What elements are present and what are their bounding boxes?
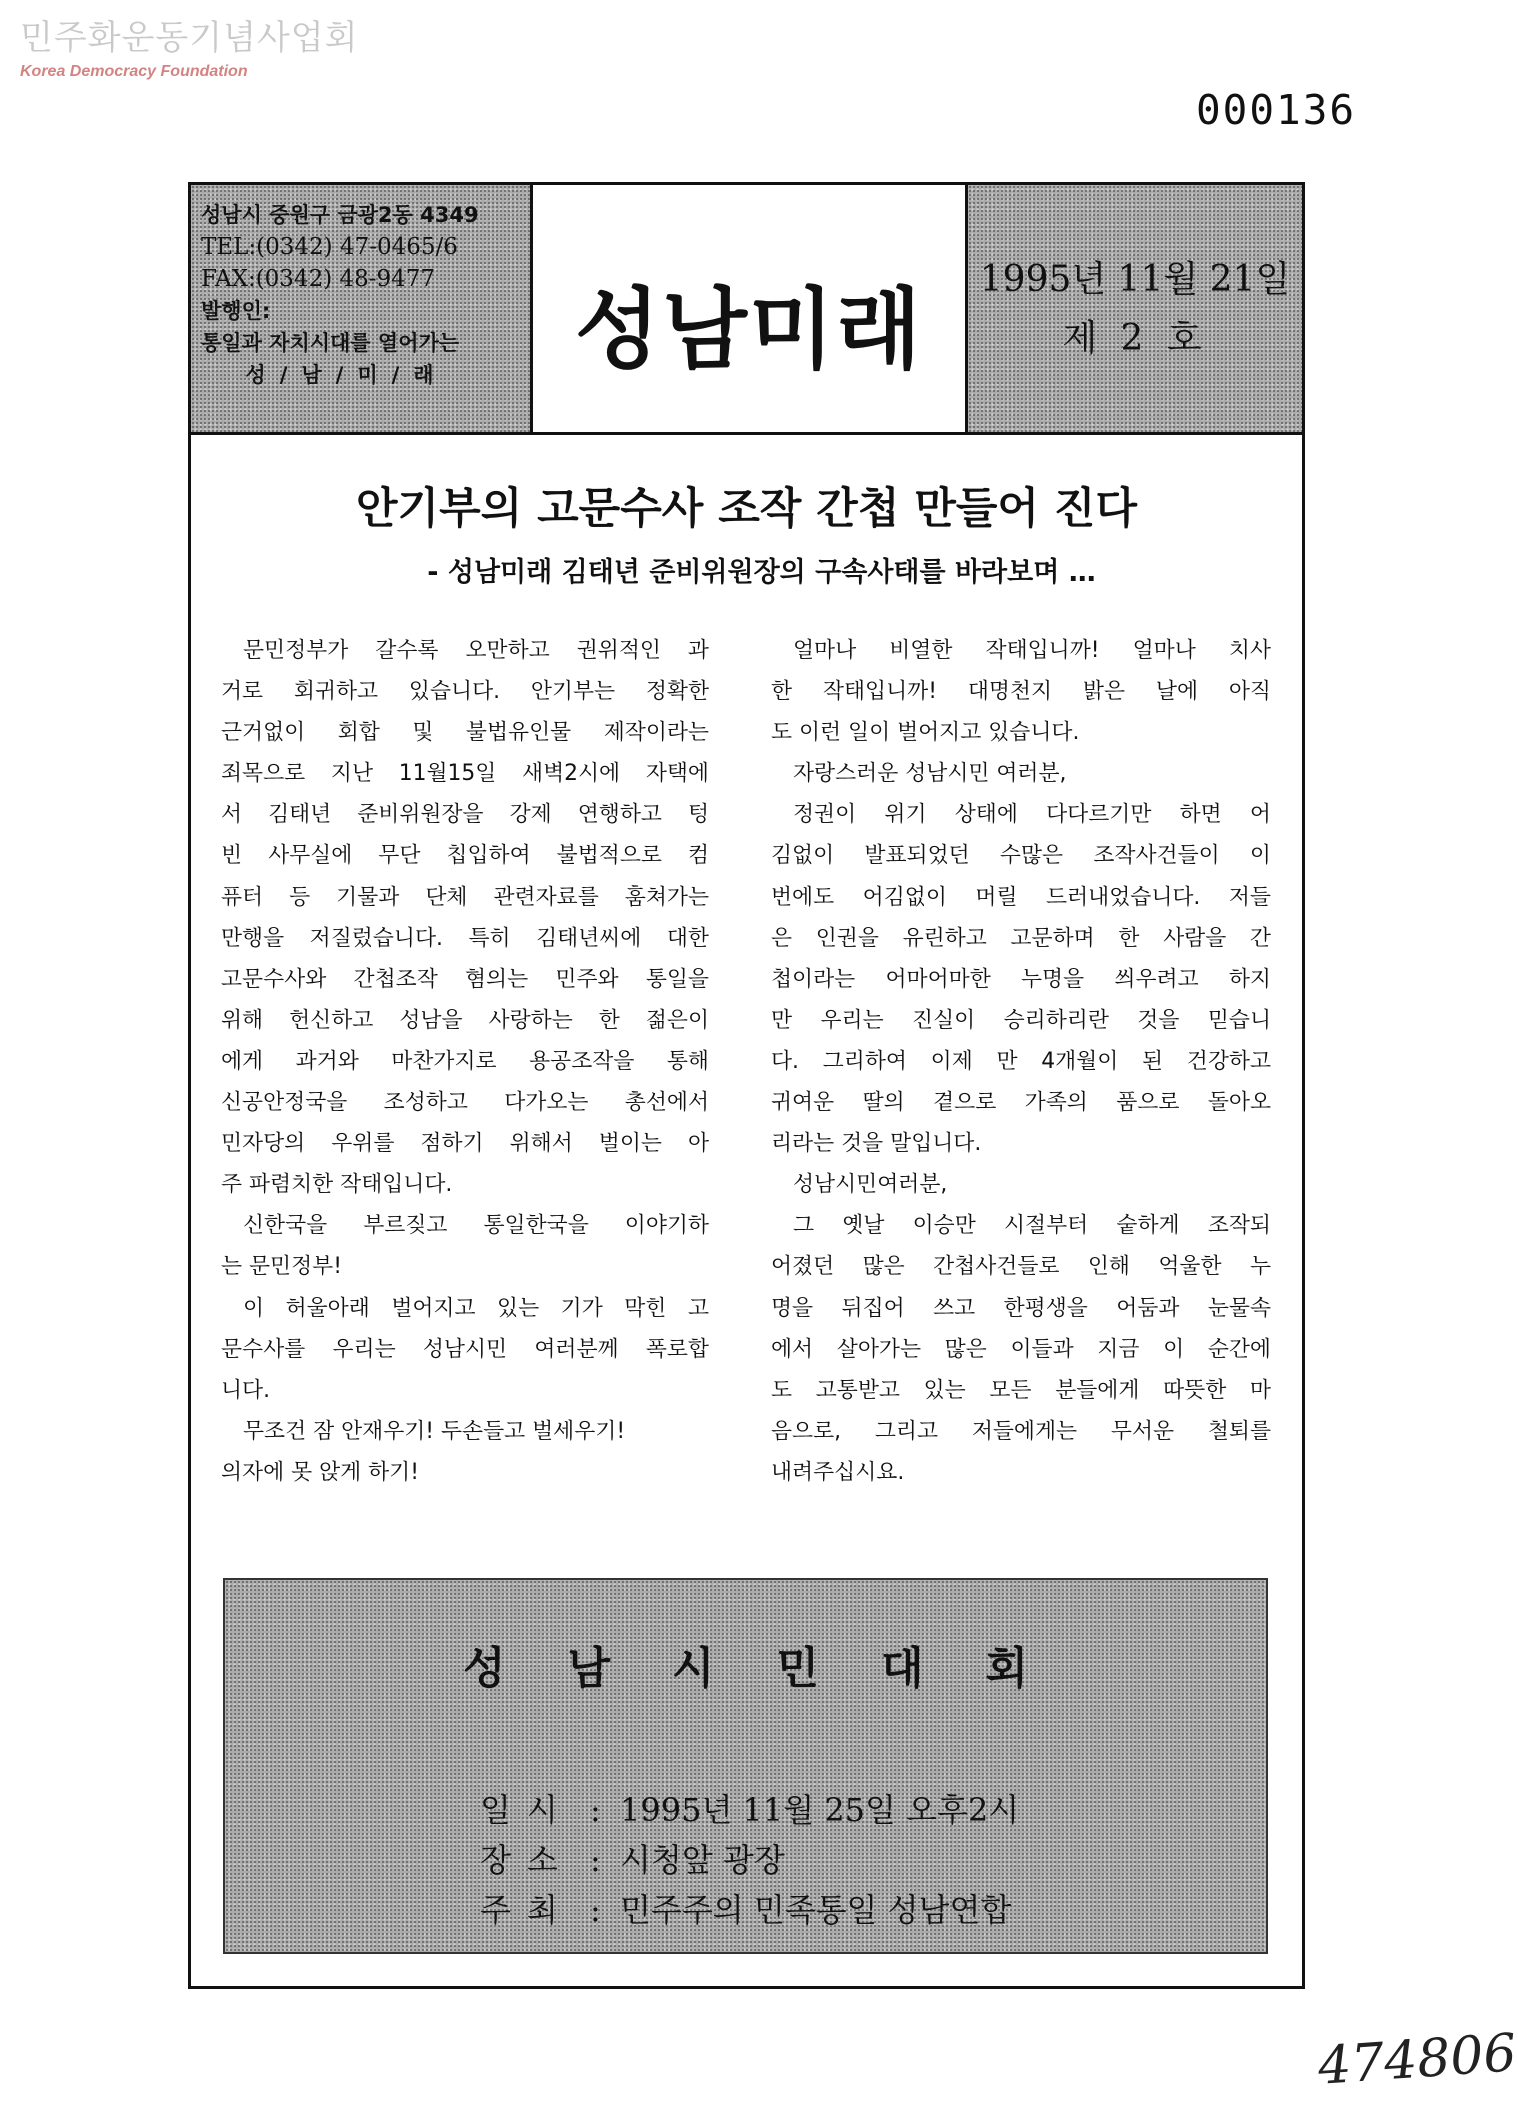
text-line: 의자에 못 앉게 하기! — [221, 1459, 419, 1485]
text-line: 서 김태년 준비위원장을 강제 연행하고 텅 — [221, 802, 709, 828]
rally-detail-value: 1995년 11월 25일 오후2시 — [620, 1791, 1020, 1829]
text-line: 어졌던 많은 간첩사건들로 인해 억울한 누 — [771, 1254, 1271, 1280]
rally-detail-value: 시청앞 광장 — [620, 1841, 785, 1879]
text-line: 만 우리는 진실이 승리하리란 것을 믿습니 — [771, 1007, 1271, 1033]
text-line: 니다. — [221, 1377, 271, 1403]
text-line: 도 이런 일이 벌어지고 있습니다. — [771, 720, 1080, 746]
watermark-korean: 민주화운동기념사업회 — [20, 18, 359, 58]
text-line: 번에도 어김없이 머릴 드러내었습니다. 저들 — [771, 884, 1271, 910]
text-line: 신공안정국을 조성하고 다가오는 총선에서 — [221, 1090, 709, 1116]
issue-date: 1995년 11월 21일 — [979, 259, 1291, 300]
masthead-publisher-label: 발행인: — [201, 299, 271, 323]
handwritten-number: 474806 — [1316, 2023, 1518, 2097]
masthead-title: 성남미래 — [574, 277, 924, 381]
issue-number: 제 2 호 — [1062, 318, 1208, 359]
text-line: 문수사를 우리는 성남시민 여러분께 폭로합 — [221, 1336, 709, 1362]
text-line: 는 문민정부! — [221, 1254, 342, 1280]
rally-detail-row — [480, 1785, 1019, 1835]
text-line: 에게 과거와 마찬가지로 용공조작을 통해 — [221, 1048, 709, 1074]
text-line: 에서 살아가는 많은 이들과 지금 이 순간에 — [771, 1336, 1271, 1362]
rally-detail-label: 일시 — [480, 1791, 574, 1829]
text-line: 도 고통받고 있는 모든 분들에게 따뜻한 마 — [771, 1377, 1271, 1403]
article-right-column — [771, 630, 1271, 1493]
text-line: 귀여운 딸의 곁으로 가족의 품으로 돌아오 — [771, 1090, 1271, 1116]
watermark — [20, 18, 358, 82]
text-line: 민자당의 우위를 점하기 위해서 벌이는 아 — [221, 1131, 709, 1157]
text-line: 김없이 발표되었던 수많은 조작사건들이 이 — [771, 843, 1271, 869]
rally-details — [480, 1785, 1019, 1935]
rally-detail-colon: : — [590, 1791, 601, 1829]
text-line: 은 인권을 유린하고 고문하며 한 사람을 간 — [771, 925, 1271, 951]
rally-detail-row — [480, 1885, 1019, 1935]
text-line: 그 옛날 이승만 시절부터 숱하게 조작되 — [793, 1213, 1271, 1239]
rally-detail-label: 주최 — [480, 1891, 574, 1929]
text-line: 한 작태입니까! 대명천지 밝은 날에 아직 — [771, 679, 1271, 705]
text-line: 거로 회귀하고 있습니다. 안기부는 정확한 — [221, 679, 709, 705]
masthead — [191, 185, 1302, 435]
rally-detail-row — [480, 1835, 1019, 1885]
watermark-english: Korea Democracy Foundation — [20, 63, 248, 80]
document-number: 000136 — [1196, 86, 1357, 134]
text-line: 음으로, 그리고 저들에게는 무서운 철퇴를 — [771, 1418, 1271, 1444]
text-line: 자랑스러운 성남시민 여러분, — [793, 761, 1067, 787]
text-line: 정권이 위기 상태에 다다르기만 하면 어 — [793, 802, 1271, 828]
masthead-issue-box — [965, 185, 1302, 432]
masthead-fax: FAX:(0342) 48-9477 — [201, 266, 436, 292]
rally-detail-colon: : — [590, 1891, 601, 1929]
masthead-tel: TEL:(0342) 47-0465/6 — [201, 234, 458, 260]
text-line: 신한국을 부르짖고 통일한국을 이야기하 — [243, 1213, 709, 1239]
text-line: 빈 사무실에 무단 칩입하여 불법적으로 컴 — [221, 843, 709, 869]
text-line: 근거없이 회합 및 불법유인물 제작이라는 — [221, 720, 709, 746]
subheadline: - 성남미래 김태년 준비위원장의 구속사태를 바라보며 … — [427, 557, 1096, 588]
text-line: 얼마나 비열한 작태입니까! 얼마나 치사 — [793, 638, 1271, 663]
text-line: 내려주십시요. — [771, 1459, 905, 1485]
text-line: 만행을 저질렀습니다. 특히 김태년씨에 대한 — [221, 925, 709, 951]
article-left-column — [221, 630, 709, 1493]
text-line: 주 파렴치한 작태입니다. — [221, 1172, 453, 1198]
rally-detail-value: 민주주의 민족통일 성남연합 — [620, 1891, 1012, 1929]
masthead-title-box — [533, 185, 965, 432]
text-line: 죄목으로 지난 11월15일 새벽2시에 자택에 — [221, 761, 709, 787]
text-line: 리라는 것을 말입니다. — [771, 1131, 982, 1157]
text-line: 명을 뒤집어 쓰고 한평생을 어둠과 눈물속 — [771, 1295, 1271, 1321]
text-line: 위해 헌신하고 성남을 사랑하는 한 젊은이 — [221, 1007, 709, 1033]
text-line: 문민정부가 갈수록 오만하고 권위적인 과 — [243, 638, 709, 663]
text-line: 첩이라는 어마어마한 누명을 씌우려고 하지 — [771, 966, 1271, 992]
text-line: 다. 그리하여 이제 만 4개월이 된 건강하고 — [771, 1048, 1271, 1074]
rally-detail-colon: : — [590, 1841, 601, 1879]
masthead-info — [191, 185, 533, 432]
masthead-address: 성남시 중원구 금광2동 4349 — [201, 203, 479, 227]
text-line: 고문수사와 간첩조작 혐의는 민주와 통일을 — [221, 966, 709, 992]
newsletter-frame — [188, 182, 1305, 1989]
text-line: 무조건 잠 안재우기! 두손들고 벌세우기! — [243, 1418, 626, 1444]
rally-title: 성남시민대회 — [462, 1643, 1091, 1694]
text-line: 퓨터 등 기물과 단체 관련자료를 훔쳐가는 — [221, 884, 709, 910]
rally-detail-label: 장소 — [480, 1841, 574, 1879]
masthead-publisher-name: 성/남/미/래 — [245, 363, 448, 387]
text-line: 성남시민여러분, — [793, 1172, 948, 1198]
text-line: 이 허울아래 벌어지고 있는 기가 막힌 고 — [243, 1295, 709, 1321]
headline: 안기부의 고문수사 조작 간첩 만들어 진다 — [356, 484, 1137, 534]
masthead-publisher: 통일과 자치시대를 열어가는 — [201, 331, 460, 355]
rally-announcement — [223, 1578, 1268, 1954]
